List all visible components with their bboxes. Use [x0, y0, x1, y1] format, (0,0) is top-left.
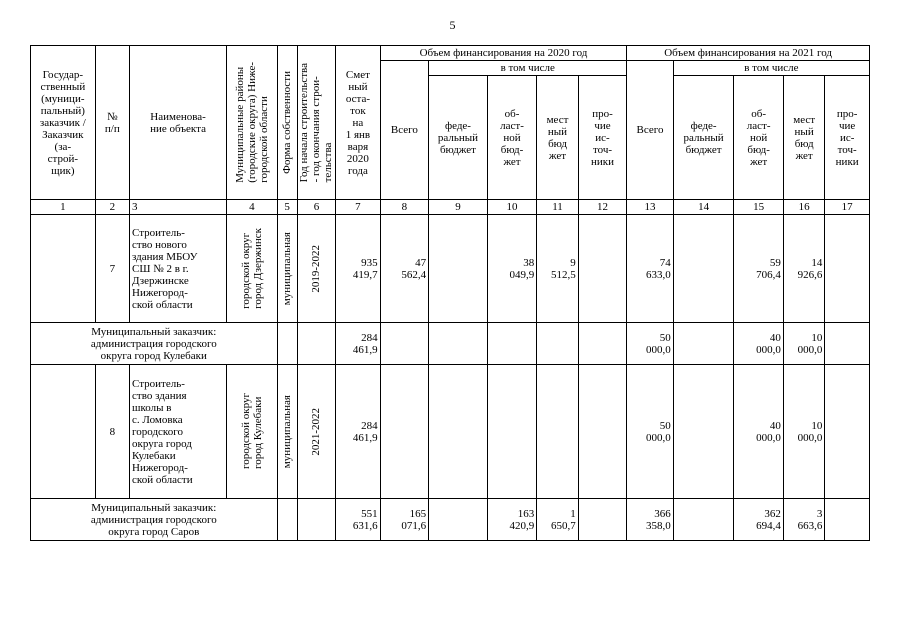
header-no: № п/п [95, 46, 129, 200]
empty-cell [578, 499, 627, 541]
value-2021-total: 74 633,0 [627, 215, 673, 323]
value-2020-local: 1 650,7 [537, 499, 578, 541]
empty-cell [487, 365, 537, 499]
empty-cell [673, 323, 734, 365]
column-number: 16 [783, 200, 824, 215]
column-number: 14 [673, 200, 734, 215]
header-fin-2020: Объем финансирования на 2020 год [380, 46, 627, 61]
empty-cell [673, 499, 734, 541]
empty-cell [578, 365, 627, 499]
value-2020-total: 47 562,4 [380, 215, 429, 323]
value-2021-local: 10 000,0 [783, 323, 824, 365]
column-number: 2 [95, 200, 129, 215]
header-2021-regional: об- ласт- ной бюд- жет [734, 76, 784, 200]
column-number: 15 [734, 200, 784, 215]
empty-cell [673, 365, 734, 499]
header-2020-including: в том числе [429, 61, 627, 76]
column-number: 1 [31, 200, 96, 215]
header-2020-local: мест ный бюд жет [537, 76, 578, 200]
header-2020-federal: феде- ральный бюджет [429, 76, 488, 200]
column-number: 11 [537, 200, 578, 215]
header-2021-including: в том числе [673, 61, 869, 76]
value-2021-regional: 40 000,0 [734, 323, 784, 365]
customer-label: Муниципальный заказчик: администрация городского округа город Кулебаки [31, 323, 278, 365]
value-2021-total: 366 358,0 [627, 499, 673, 541]
empty-cell [825, 323, 870, 365]
empty-cell [429, 365, 488, 499]
object-ownership: муниципальная [277, 365, 297, 499]
object-name: Строитель- ство здания школы в с. Ломовка городского округа город Кулебаки Нижегород- ской области [130, 365, 227, 499]
empty-cell [297, 323, 335, 365]
column-number: 4 [227, 200, 278, 215]
value-2021-local: 10 000,0 [783, 365, 824, 499]
header-2021-total: Всего [627, 61, 673, 200]
value-2020-regional: 38 049,9 [487, 215, 537, 323]
column-number: 12 [578, 200, 627, 215]
header-customer: Государ- ственный (муници- пальный) заказчик / Заказчик (за- строй- щик) [31, 46, 96, 200]
empty-cell [31, 365, 96, 499]
object-ownership: муниципальная [277, 215, 297, 323]
column-number: 17 [825, 200, 870, 215]
empty-cell [277, 499, 297, 541]
column-number: 8 [380, 200, 429, 215]
financing-table [30, 45, 870, 541]
header-years: Год начала строительства - год окончания строи- тельства [297, 46, 335, 200]
empty-cell [537, 365, 578, 499]
object-district: городской округ город Дзержинск [227, 215, 278, 323]
value-2021-local: 3 663,6 [783, 499, 824, 541]
value-2020-regional: 163 420,9 [487, 499, 537, 541]
value-2021-total: 50 000,0 [627, 365, 673, 499]
header-2021-local: мест ный бюд жет [783, 76, 824, 200]
empty-cell [487, 323, 537, 365]
estimate-value: 935 419,7 [336, 215, 380, 323]
empty-cell [578, 323, 627, 365]
empty-cell [380, 323, 429, 365]
header-2020-total: Всего [380, 61, 429, 200]
value-2020-total: 165 071,6 [380, 499, 429, 541]
empty-cell [578, 215, 627, 323]
table-row-customer-kulebaki [31, 323, 870, 365]
object-years: 2019-2022 [297, 215, 335, 323]
empty-cell [297, 499, 335, 541]
value-2021-regional: 59 706,4 [734, 215, 784, 323]
header-2021-other: про- чие ис- точ- ники [825, 76, 870, 200]
value-2021-total: 50 000,0 [627, 323, 673, 365]
header-2020-other: про- чие ис- точ- ники [578, 76, 627, 200]
empty-cell [429, 323, 488, 365]
page-number: 5 [449, 18, 456, 32]
empty-cell [673, 215, 734, 323]
object-name: Строитель- ство нового здания МБОУ СШ № 2 в г. Дзержинске Нижегород- ской области [130, 215, 227, 323]
column-number: 5 [277, 200, 297, 215]
empty-cell [825, 499, 870, 541]
header-2021-federal: феде- ральный бюджет [673, 76, 734, 200]
column-number: 7 [336, 200, 380, 215]
estimate-value: 284 461,9 [336, 365, 380, 499]
object-number: 8 [95, 365, 129, 499]
empty-cell [31, 215, 96, 323]
empty-cell [380, 365, 429, 499]
empty-cell [429, 499, 488, 541]
header-fin-2021: Объем финансирования на 2021 год [627, 46, 870, 61]
column-number: 9 [429, 200, 488, 215]
empty-cell [277, 323, 297, 365]
empty-cell [825, 365, 870, 499]
empty-cell [825, 215, 870, 323]
estimate-value: 551 631,6 [336, 499, 380, 541]
value-2021-local: 14 926,6 [783, 215, 824, 323]
object-district: городской округ город Кулебаки [227, 365, 278, 499]
header-ownership: Форма собственности [277, 46, 297, 200]
value-2021-regional: 40 000,0 [734, 365, 784, 499]
header-estimate: Смет ный оста- ток на 1 янв варя 2020 года [336, 46, 380, 200]
column-number: 3 [130, 200, 227, 215]
object-years: 2021-2022 [297, 365, 335, 499]
table-row-object-8 [31, 365, 870, 499]
column-number: 13 [627, 200, 673, 215]
column-number: 10 [487, 200, 537, 215]
empty-cell [537, 323, 578, 365]
table-row-object-7 [31, 215, 870, 323]
header-districts: Муниципальные районы (городские округа) Ниже- городской области [227, 46, 278, 200]
value-2020-local: 9 512,5 [537, 215, 578, 323]
value-2021-regional: 362 694,4 [734, 499, 784, 541]
header-object-name: Наименова- ние объекта [130, 46, 227, 200]
empty-cell [429, 215, 488, 323]
estimate-value: 284 461,9 [336, 323, 380, 365]
object-number: 7 [95, 215, 129, 323]
table-row-customer-sarov [31, 499, 870, 541]
customer-label: Муниципальный заказчик: администрация городского округа город Саров [31, 499, 278, 541]
column-number: 6 [297, 200, 335, 215]
column-numbers-row [31, 200, 870, 215]
header-2020-regional: об- ласт- ной бюд- жет [487, 76, 537, 200]
